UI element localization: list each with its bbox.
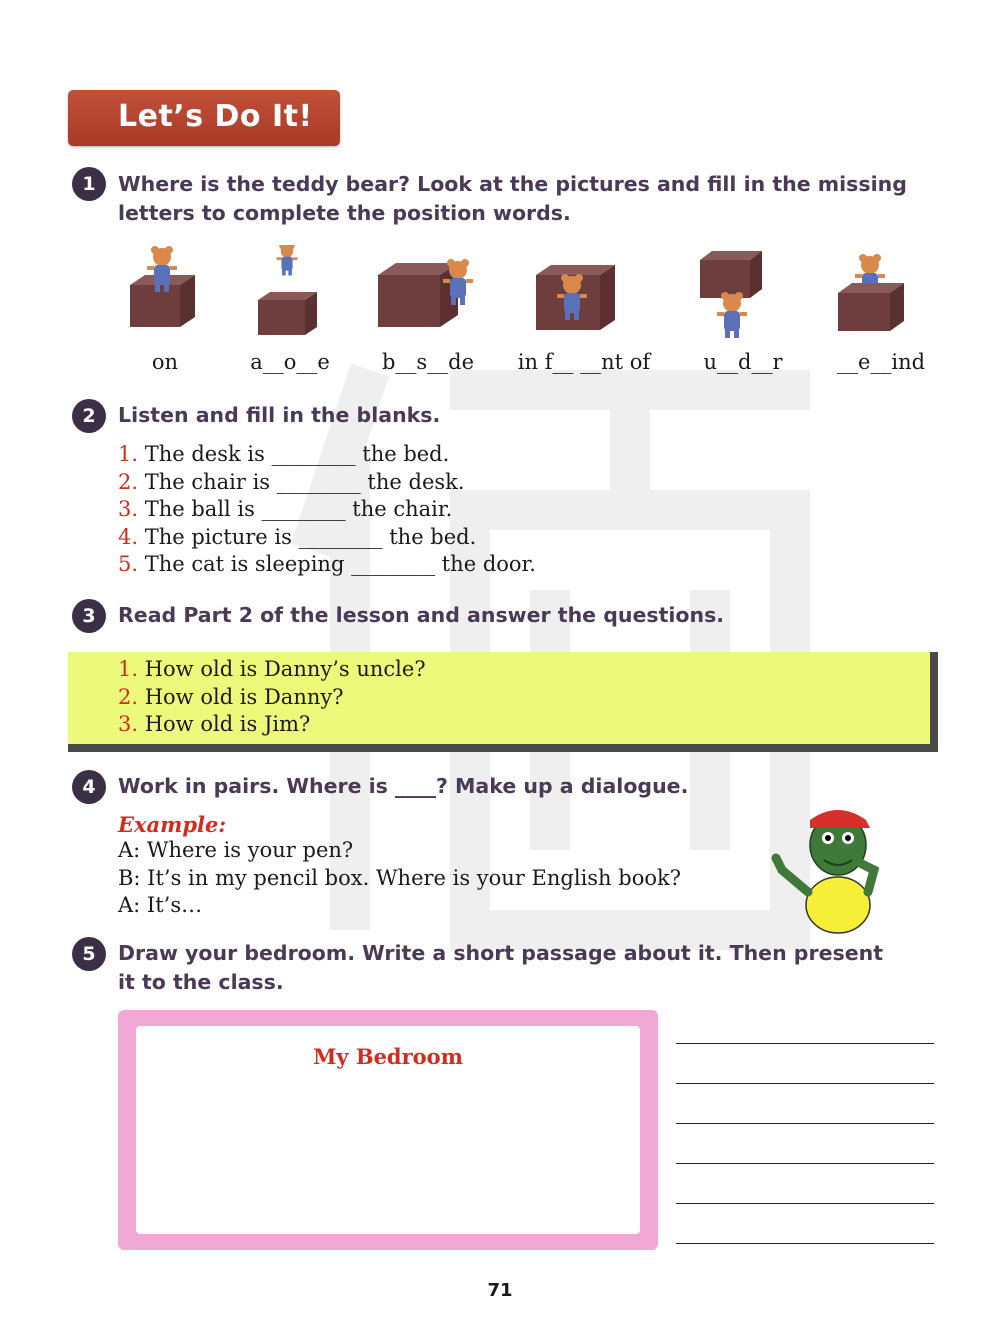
exercise-3-number: 3 <box>72 599 106 633</box>
lets-do-it-banner <box>68 90 340 146</box>
drawing-box-title: My Bedroom <box>313 1044 463 1069</box>
questions-list <box>118 656 426 739</box>
list-item <box>118 441 536 469</box>
item-text: The chair is ________ the desk. <box>138 469 465 494</box>
writing-line[interactable] <box>676 1043 934 1044</box>
list-item <box>118 496 536 524</box>
exercise-5-number: 5 <box>72 937 106 971</box>
fill-blanks-list <box>118 441 536 579</box>
writing-line[interactable] <box>676 1123 934 1124</box>
item-number: 1. <box>118 442 139 466</box>
box-above-icon <box>258 245 317 335</box>
list-item <box>118 469 536 497</box>
exercise-1-heading-line2: letters to complete the position words. <box>118 201 571 225</box>
exercise-1-heading <box>118 170 907 228</box>
item-text: How old is Danny’s uncle? <box>138 657 426 681</box>
dialogue-line: A: It’s… <box>118 893 203 917</box>
list-item <box>118 524 536 552</box>
item-text: The ball is ________ the chair. <box>138 497 453 521</box>
exercise-4-heading: Work in pairs. Where is ____? Make up a dialogue. <box>118 774 689 798</box>
item-number: 3. <box>118 497 139 521</box>
position-word-in-front-of: in f__ __nt of <box>517 350 651 374</box>
box-on-icon <box>130 246 195 327</box>
item-text: How old is Jim? <box>138 712 311 736</box>
item-number: 2. <box>118 684 139 709</box>
page-number: 71 <box>487 1280 513 1301</box>
exercise-2-number: 2 <box>72 399 106 433</box>
cartoon-character-icon <box>770 800 900 935</box>
exercise-5-heading-line1: Draw your bedroom. Write a short passage about it. Then present <box>118 941 883 965</box>
drawing-frame <box>118 1010 658 1250</box>
box-under-icon <box>700 251 762 338</box>
exercise-2-heading: Listen and fill in the blanks. <box>118 403 441 427</box>
box-beside-icon <box>378 259 473 327</box>
item-text: The picture is ________ the bed. <box>138 524 477 549</box>
box-behind-icon <box>838 254 904 331</box>
writing-line[interactable] <box>676 1083 934 1084</box>
dialogue-line: A: Where is your pen? <box>118 838 354 862</box>
exercise-1-heading-line1: Where is the teddy bear? Look at the pictures and fill in the missing <box>118 172 907 196</box>
item-number: 1. <box>118 657 139 681</box>
position-word-above: a__o__e <box>250 350 330 374</box>
dialogue-line: B: It’s in my pencil box. Where is your English book? <box>118 865 681 890</box>
dialogue-example <box>118 812 681 920</box>
exercise-3-heading: Read Part 2 of the lesson and answer the questions. <box>118 603 725 627</box>
position-word-behind: __e__ind <box>836 350 926 374</box>
teddy-bear-pictures <box>120 245 940 345</box>
exercise-1-number: 1 <box>72 167 106 201</box>
item-number: 3. <box>118 712 139 736</box>
position-word-on: on <box>151 350 179 374</box>
list-item <box>118 684 426 712</box>
list-item <box>118 551 536 579</box>
item-number: 2. <box>118 469 139 494</box>
exercise-5-heading-line2: it to the class. <box>118 970 284 994</box>
exercise-4-number: 4 <box>72 770 106 804</box>
writing-line[interactable] <box>676 1243 934 1244</box>
item-text: How old is Danny? <box>138 684 344 709</box>
position-word-under: u__d__r <box>703 350 783 374</box>
box-in-front-of-icon <box>536 265 615 330</box>
banner-title: Let’s Do It! <box>118 99 313 134</box>
writing-line[interactable] <box>676 1163 934 1164</box>
drawing-area[interactable] <box>136 1026 640 1234</box>
list-item <box>118 711 426 739</box>
list-item <box>118 656 426 684</box>
position-word-beside: b__s__de <box>381 350 475 374</box>
example-label: Example: <box>118 812 227 837</box>
item-text: The desk is ________ the bed. <box>138 442 450 466</box>
writing-line[interactable] <box>676 1203 934 1204</box>
item-text: The cat is sleeping ________ the door. <box>138 552 536 576</box>
item-number: 5. <box>118 552 139 576</box>
item-number: 4. <box>118 524 139 549</box>
exercise-5-heading <box>118 939 883 997</box>
